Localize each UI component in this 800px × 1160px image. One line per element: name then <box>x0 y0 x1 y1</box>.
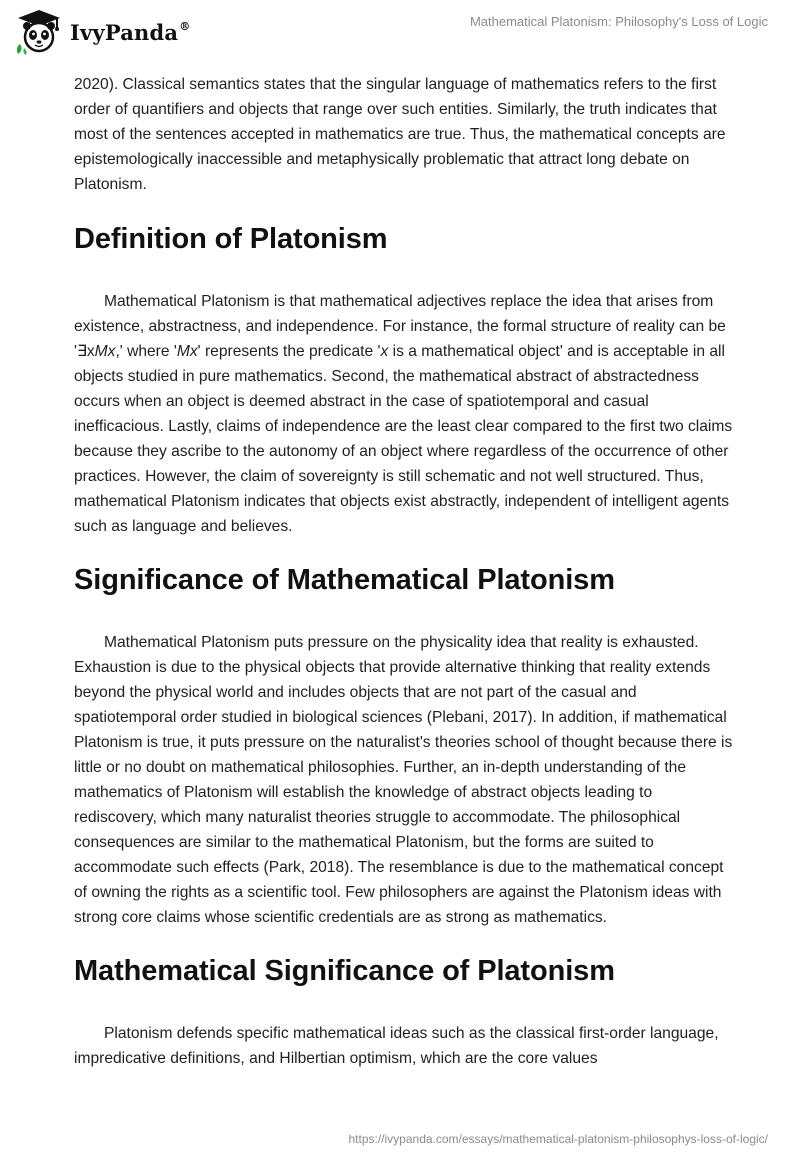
intro-paragraph: 2020). Classical semantics states that the singular language of mathematics refers to the first order of quantifiers and objects that range over such entities. Similarly, the truth indicates that most of the sentences accepted in mathematics are true. Thus, the mathematical concepts are epistemologically inaccessible and metaphysically problematic that attract long debate on Platonism. <box>74 76 726 193</box>
brand-name: IvyPanda® <box>70 19 191 45</box>
section-heading-definition: Definition of Platonism <box>74 223 388 255</box>
article-body <box>74 72 734 1071</box>
section-heading-significance: Significance of Mathematical Platonism <box>74 564 615 596</box>
ivypanda-logo[interactable] <box>14 8 190 56</box>
footer-url[interactable]: https://ivypanda.com/essays/mathematical-platonism-philosophys-loss-of-logic/ <box>348 1132 768 1146</box>
section-heading-mathematical-significance: Mathematical Significance of Platonism <box>74 955 615 987</box>
document-title: Mathematical Platonism: Philosophy's Loss of Logic <box>469 14 768 29</box>
mathematical-significance-paragraph: Platonism defends specific mathematical ideas such as the classical first-order language, impredicative definitions, and Hilbertian optimism, which are the core values <box>74 1025 719 1067</box>
page-header <box>0 0 800 64</box>
panda-graduate-icon <box>14 8 64 56</box>
definition-paragraph: Mathematical Platonism is that mathematical adjectives replace the idea that arises from existence, abstractness, and independence. For instance, the formal structure of reality can be '∃xMx,' where 'Mx' represents the predicate 'x is a mathematical object' and is acceptable in all objects studied in pure mathematics. Second, the mathematical abstract of abstractedness occurs when an object is deemed abstract in the case of spatiotemporal and casual inefficacious. Lastly, claims of independence are the least clear compared to the first two claims because they ascribe to the autonomy of an object where regardless of the occurrence of other practices. However, the claim of sovereignty is still schematic and not well structured. Thus, mathematical Platonism indicates that objects exist abstractly, independent of intelligent agents such as language and believes. <box>74 293 733 535</box>
significance-paragraph: Mathematical Platonism puts pressure on the physicality idea that reality is exhausted. Exhaustion is due to the physical objects that provide alternative thinking that reality extends beyond the physical world and includes objects that are not part of the casual and spatiotemporal order studied in biological sciences (Plebani, 2017). In addition, if mathematical Platonism is true, it puts pressure on the naturalist's theories school of thought because there is little or no doubt on mathematical philosophies. Further, an in-depth understanding of the mathematics of Platonism will establish the knowledge of abstract objects leading to rediscovery, which many naturalist theories struggle to accommodate. The philosophical consequences are similar to the mathematical Platonism, but the forms are suited to accommodate such effects (Park, 2018). The resemblance is due to the mathematical concept of owning the rights as a scientific tool. Few philosophers are against the Platonism ideas with strong core claims whose scientific credentials are as strong as mathematics. <box>74 634 733 926</box>
